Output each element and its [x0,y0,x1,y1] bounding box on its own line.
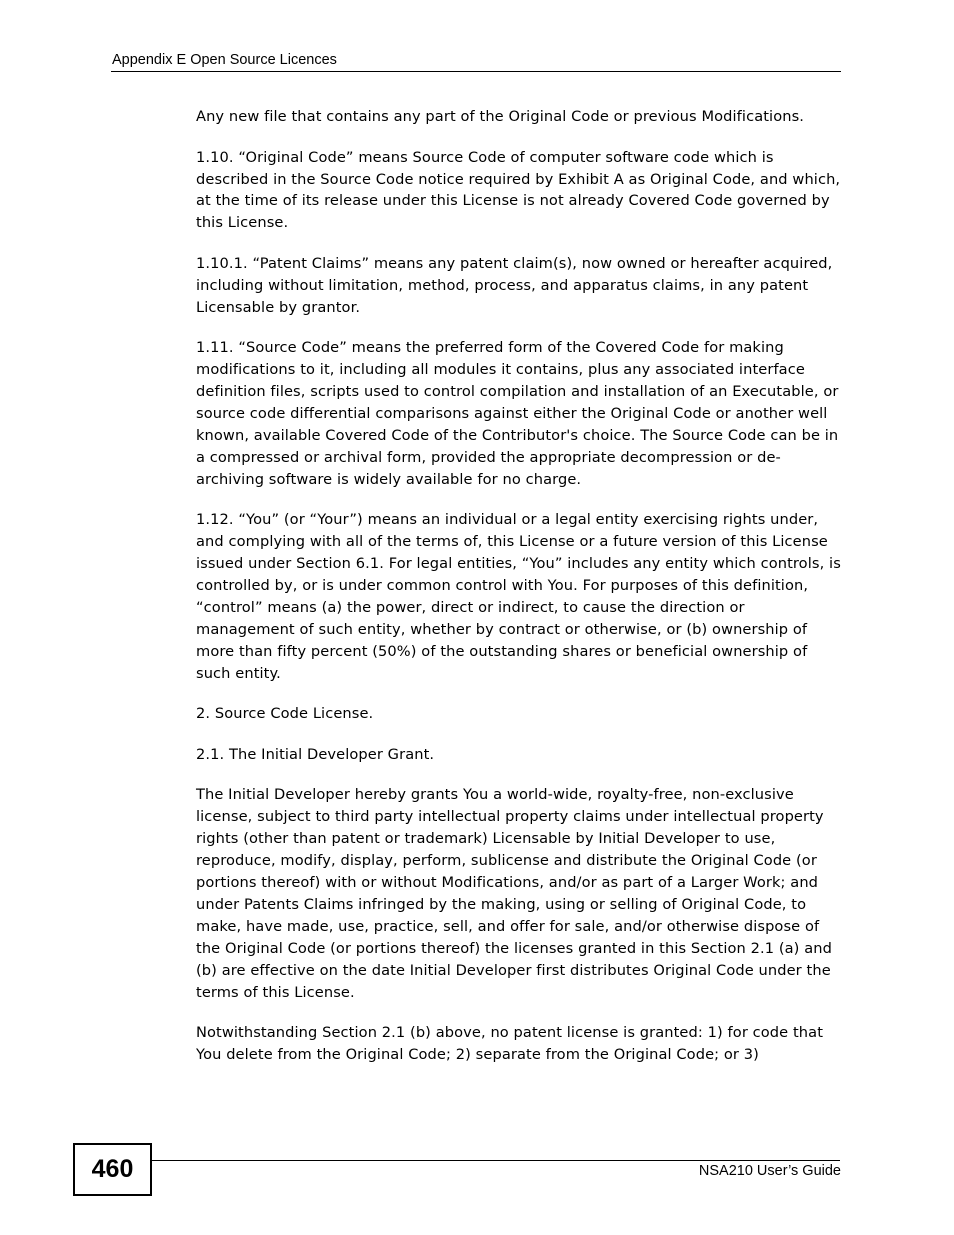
paragraph-source-code: 1.11. “Source Code” means the preferred form of the Covered Code for making modifications to it, including all modules it contains, plus any associated interface definition files, scripts used to control compilation and installation of an Executable, or source code differential comparisons against either the Original Code or another well known, available Covered Code of the Contributor's choice. The Source Code can be in a compressed or archival form, provided the appropriate decompression or de-archiving software is widely available for no charge. [196,339,839,488]
paragraph-you: 1.12. “You” (or “Your”) means an individual or a legal entity exercising rights under, and complying with all of the terms of, this License or a future version of this License issued under Section 6.1. For legal entities, “You” includes any entity which controls, is controlled by, or is under common control with You. For purposes of this definition, “control” means (a) the power, direct or indirect, to cause the direction or management of such entity, whether by contract or otherwise, or (b) ownership of more than fifty percent (50%) of the outstanding shares or beneficial ownership of such entity. [196,511,841,682]
subsection-heading-initial-developer-grant: 2.1. The Initial Developer Grant. [196,745,435,763]
running-header: Appendix E Open Source Licences [112,52,337,68]
paragraph-notwithstanding: Notwithstanding Section 2.1 (b) above, no patent license is granted: 1) for code that You delete from the Original Code; 2) separate from the Original Code; or 3) [196,1024,824,1064]
page-number: 460 [73,1143,152,1196]
paragraph-grant-terms: The Initial Developer hereby grants You a world-wide, royalty-free, non-exclusive license, subject to third party intellectual property claims under intellectual property rights (other than patent or trademark) Licensable by Initial Developer to use, reproduce, modify, display, perform, sublicense and distribute the Original Code (or portions thereof) with or without Modifications, and/or as part of a Larger Work; and under Patents Claims infringed by the making, using or selling of Original Code, to make, have made, use, practice, sell, and offer for sale, and/or otherwise dispose of the Original Code (or portions thereof) the licenses granted in this Section 2.1 (a) and (b) are effective on the date Initial Developer first distributes Original Code under the terms of this License. [196,786,832,1001]
paragraph-patent-claims: 1.10.1. “Patent Claims” means any patent claim(s), now owned or hereafter acquired, including without limitation, method, process, and apparatus claims, in any patent Licensable by grantor. [196,254,833,316]
header-divider [111,71,841,72]
section-heading-source-code-license: 2. Source Code License. [196,705,374,723]
paragraph-original-code: 1.10. “Original Code” means Source Code of computer software code which is described in the Source Code notice required by Exhibit A as Original Code, and which, at the time of its release under this License is not already Covered Code governed by this License. [196,148,841,232]
page-body [196,106,844,1085]
paragraph-new-file: Any new file that contains any part of the Original Code or previous Modifications. [196,108,805,125]
guide-title: NSA210 User’s Guide [698,1163,841,1179]
